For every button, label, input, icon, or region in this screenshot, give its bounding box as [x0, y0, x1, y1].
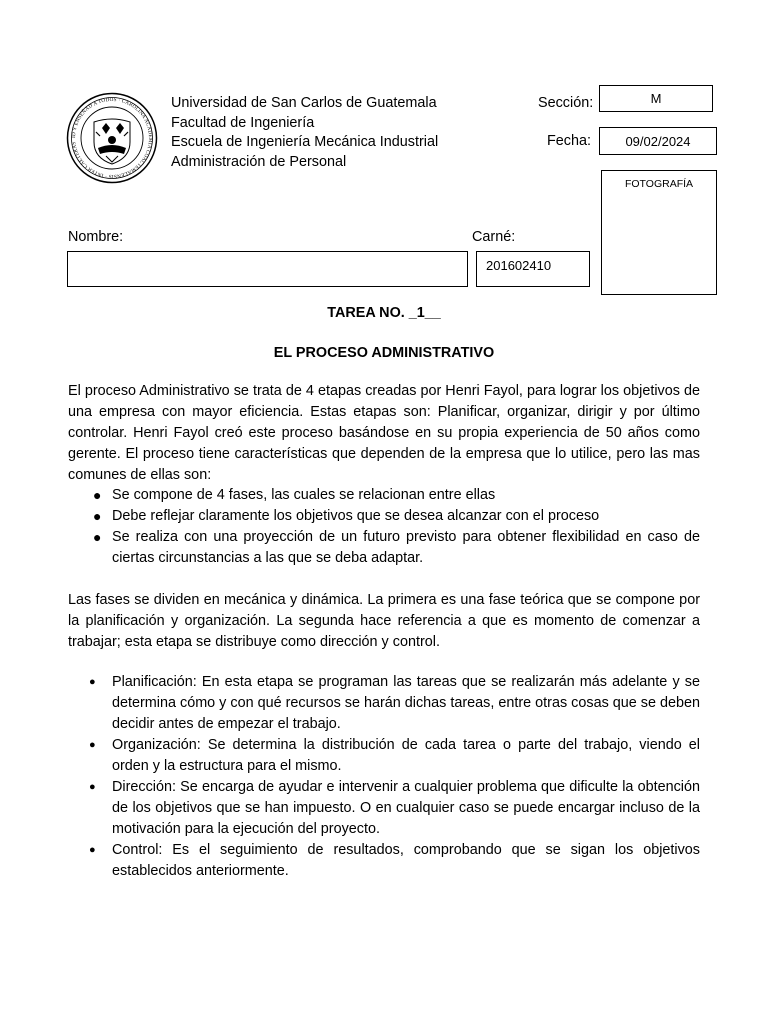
task-number: _1__: [408, 305, 441, 321]
phases-paragraph: Las fases se dividen en mecánica y dinámica. La primera es una fase teórica que se compone por la planificación y organización. La segunda hace referencia a que es momento de comenzar a trabajar; esta etapa se distribuye como dirección y control.: [68, 592, 700, 650]
list-item: ● Organización: Se determina la distribución de cada tarea o parte del trabajo, viendo el orden y la estructura para el mismo.: [89, 737, 700, 774]
section-label: Sección:: [538, 95, 594, 111]
name-field[interactable]: [67, 251, 468, 287]
section-field[interactable]: M: [599, 85, 713, 112]
list-item: ● Dirección: Se encarga de ayudar e intervenir a cualquier problema que dificulte la obtención de los objetivos que se han impuesto. O en cualquier caso se puede encargar incluso de la motivación para la ejecución del proyecto.: [89, 779, 700, 837]
carne-field[interactable]: 201602410: [476, 251, 590, 287]
characteristics-list: [68, 485, 700, 569]
carne-label: Carné:: [472, 229, 516, 245]
name-label: Nombre:: [68, 229, 124, 245]
school-name: Escuela de Ingeniería Mecánica Industrial: [171, 134, 439, 150]
bullet-icon: ●: [89, 844, 96, 856]
photo-box: [601, 170, 717, 295]
list-item: ● Se compone de 4 fases, las cuales se relacionan entre ellas: [68, 485, 700, 506]
task-title: TAREA NO. _1__: [327, 305, 441, 321]
list-item: ● Planificación: En esta etapa se programan las tareas que se realizarán más adelante y se determina cómo y con qué recursos se harán dichas tareas, entre otras cosas que se deben decidir antes de empezar el trabajo.: [89, 674, 700, 732]
bullet-icon: ●: [89, 739, 96, 751]
faculty-name: Facultad de Ingeniería: [171, 114, 315, 131]
date-field[interactable]: 09/02/2024: [599, 127, 717, 155]
document-subtitle: EL PROCESO ADMINISTRATIVO: [273, 345, 495, 361]
bullet-icon: ●: [93, 508, 102, 524]
svg-text:ID Y ENSEÑAD A TODOS · CAROLIN: ID Y ENSEÑAD A TODOS · CAROLINA ACADEMIA COACTEMALENSIS · INTER CAETERAS: [70, 96, 154, 180]
photo-label: FOTOGRAFÍA: [624, 178, 694, 190]
list-item: ● Debe reflejar claramente los objetivos que se desea alcanzar con el proceso: [68, 506, 700, 527]
phases-list: [68, 672, 700, 882]
bullet-icon: ●: [93, 529, 102, 545]
university-seal-icon: [66, 92, 158, 184]
bullet-icon: ●: [89, 781, 96, 793]
bullet-icon: ●: [93, 487, 102, 503]
bullet-icon: ●: [89, 676, 96, 688]
date-label: Fecha:: [547, 133, 591, 149]
course-name: Administración de Personal: [171, 153, 347, 170]
list-item: ● Control: Es el seguimiento de resultados, comprobando que se sigan los objetivos establecidos anteriormente.: [89, 842, 700, 879]
institution-header: [171, 94, 438, 172]
university-name: Universidad de San Carlos de Guatemala: [171, 95, 437, 111]
intro-paragraph: El proceso Administrativo se trata de 4 etapas creadas por Henri Fayol, para lograr los objetivos de una empresa con mayor eficiencia. Estas etapas son: Planificar, organizar, dirigir y por último controlar. Henri Fayol creó este proceso basándose en su propia experiencia de 50 años como gerente. El proceso tiene características que dependen de la empresa que lo utilice, pero las mas comunes de ellas son:: [68, 383, 700, 483]
list-item: ● Se realiza con una proyección de un futuro previsto para obtener flexibilidad en caso de ciertas circunstancias a las que se deba adaptar.: [93, 529, 700, 566]
